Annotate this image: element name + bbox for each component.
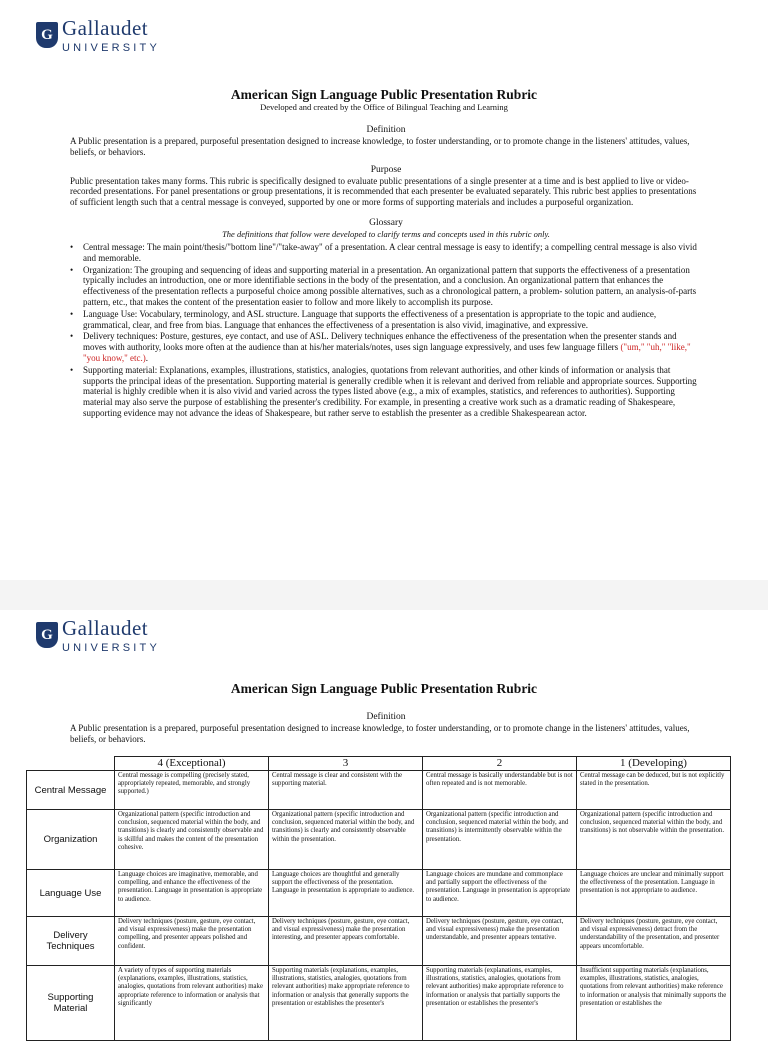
rubric-cell: Central message can be deduced, but is not explicitly stated in the presentation.: [577, 771, 731, 810]
gallaudet-logo: [36, 16, 160, 54]
definition-heading: Definition: [366, 125, 406, 135]
column-header-2: 2: [423, 757, 577, 771]
rubric-cell: Insufficient supporting materials (explanations, examples, illustrations, statistics, analogies, quotations from relevant authorities) make reference to information or analysis that minimally supports the presentation or establishes the: [577, 966, 731, 1041]
criterion-label: Organization: [27, 810, 115, 870]
rubric-cell: Central message is basically understandable but is not often repeated and is not memorable.: [423, 771, 577, 810]
bullet-icon: •: [70, 364, 74, 375]
gallaudet-shield-icon: G: [36, 22, 58, 48]
rubric-cell: Supporting materials (explanations, examples, illustrations, statistics, analogies, quotations from relevant authorities) make appropriate reference to information or analysis that partially supports the presentation or establishes the presenter's: [423, 966, 577, 1041]
definition-text: A Public presentation is a prepared, purposeful presentation designed to increase knowledge, to foster understanding, or to promote change in the listeners' attitudes, values, beliefs, or behaviors.: [70, 723, 690, 744]
criterion-label: Language Use: [27, 870, 115, 917]
glossary-heading: Glossary: [369, 217, 403, 228]
page2-content: [70, 711, 702, 745]
page-title: American Sign Language Public Presentation Rubric: [230, 681, 538, 696]
table-row: [27, 966, 731, 1041]
criterion-label: Central Message: [27, 771, 115, 810]
purpose-text: Public presentation takes many forms. This rubric is specifically designed to evaluate public presentations of a single presenter at a time and is best applied to live or video-recorded presentations. For panel presentations or group presentations, it is recommended that each presenter be evaluated separately. This rubric best applies to presentations of sufficient length such that a central message is conveyed, supported by one or more forms of supporting materials and includes a purposeful organization.: [70, 175, 697, 208]
bullet-icon: •: [70, 331, 74, 342]
purpose-heading: Purpose: [370, 164, 402, 175]
rubric-header-row: [27, 757, 731, 771]
glossary-item-delivery-techniques: • Delivery techniques: Posture, gestures, eye contact, and use of ASL. Delivery techniques enhance the effectiveness of the presentation when the presenter stands and moves with authority, looks more often at the audience than at his/her materials/notes, uses sign language expressively, and uses few language fillers ("um," "uh," "like," "you know," etc.).: [70, 331, 691, 363]
bullet-icon: •: [70, 264, 74, 275]
rubric-cell: Language choices are unclear and minimally support the effectiveness of the presentation. Language in presentation is not appropriate to audience.: [577, 870, 731, 917]
definition-heading: Definition: [366, 712, 406, 722]
rubric-cell: Language choices are imaginative, memorable, and compelling, and enhance the effectiveness of the presentation. Language in presentation is appropriate to audience.: [115, 870, 269, 917]
rubric-cell: Delivery techniques (posture, gesture, eye contact, and visual expressiveness) make the presentation interesting, and presenter appears comfortable.: [269, 917, 423, 966]
criterion-label: Delivery Techniques: [27, 917, 115, 966]
table-row: [27, 771, 731, 810]
rubric-cell: Central message is compelling (precisely stated, appropriately repeated, memorable, and strongly supported.): [115, 771, 269, 810]
rubric-cell: Organizational pattern (specific introduction and conclusion, sequenced material within the body, and transitions) is clearly and consistently observable and is skillful and makes the content of the presentation cohesive.: [115, 810, 269, 870]
rubric-cell: Organizational pattern (specific introduction and conclusion, sequenced material within the body, and transitions) is intermittently observable within the presentation.: [423, 810, 577, 870]
table-row: [27, 870, 731, 917]
rubric-cell: Central message is clear and consistent with the supporting material.: [269, 771, 423, 810]
criterion-label: Supporting Material: [27, 966, 115, 1041]
rubric-table: [26, 756, 731, 1041]
page-title: American Sign Language Public Presentation Rubric: [230, 87, 538, 102]
rubric-cell: Organizational pattern (specific introduction and conclusion, sequenced material within the body, and transitions) is not observable within the presentation.: [577, 810, 731, 870]
glossary-subheading: The definitions that follow were developed to clarify terms and concepts used in this rubric only.: [222, 228, 550, 239]
document-page-2: [0, 610, 768, 1024]
column-header-1: 1 (Developing): [577, 757, 731, 771]
logo-name: Gallaudet: [62, 616, 149, 640]
page-subtitle: Developed and created by the Office of Bilingual Teaching and Learning: [260, 102, 508, 112]
column-header-3: 3: [269, 757, 423, 771]
rubric-cell: Language choices are mundane and commonplace and partially support the effectiveness of the presentation. Language in presentation is appropriate to audience.: [423, 870, 577, 917]
logo-name: Gallaudet: [62, 16, 149, 40]
rubric-cell: Delivery techniques (posture, gesture, eye contact, and visual expressiveness) make the presentation understandable, and presenter appears tentative.: [423, 917, 577, 966]
rubric-cell: Supporting materials (explanations, examples, illustrations, statistics, analogies, quotations from relevant authorities) make appropriate reference to information or analysis that generally supports the presentation or establishes the presenter's: [269, 966, 423, 1041]
rubric-cell: Delivery techniques (posture, gesture, eye contact, and visual expressiveness) detract from the understandability of the presentation, and presenter appears uncomfortable.: [577, 917, 731, 966]
rubric-cell: Language choices are thoughtful and generally support the effectiveness of the presentation. Language in presentation is appropriate to audience.: [269, 870, 423, 917]
logo-subtitle: UNIVERSITY: [62, 642, 161, 654]
glossary-item-organization: • Organization: The grouping and sequencing of ideas and supporting material in a presentation. An organizational pattern that supports the effectiveness of a presentation typically includes an introduction, one or more identifiable sections in the body of the presentation, and a conclusion. An organizational pattern that enhances the effectiveness of the presentation reflects a purposeful choice among possible alternatives, such as a chronological pattern, a problem- solution pattern, an analysis-of-parts pattern, etc., that makes the content of the presentation easier to follow and more likely to accomplish its purpose.: [70, 264, 697, 307]
definition-text: A Public presentation is a prepared, purposeful presentation designed to increase knowledge, to foster understanding, or to promote change in the listeners' attitudes, values, beliefs, or behaviors.: [70, 136, 690, 157]
gallaudet-logo: [36, 616, 160, 654]
glossary-item-central-message: • Central message: The main point/thesis/"bottom line"/"take-away" of a presentation. A clear central message is easy to identify; a compelling central message is also vivid and memorable.: [70, 241, 697, 263]
rubric-corner-cell: [27, 757, 115, 771]
table-row: [27, 810, 731, 870]
table-row: [27, 917, 731, 966]
filler-examples: ("um," "uh," "like," "you know," etc.): [83, 342, 691, 363]
glossary-item-language-use: • Language Use: Vocabulary, terminology, and ASL structure. Language that supports the effectiveness of a presentation is appropriate to the topic and audience, grammatical, clear, and free from bias. Language that enhances the effectiveness of a presentation is also vivid, imaginative, and expressive.: [70, 308, 657, 330]
rubric-cell: Organizational pattern (specific introduction and conclusion, sequenced material within the body, and transitions) is clearly and consistently observable within the presentation.: [269, 810, 423, 870]
glossary-list: [70, 242, 702, 419]
page-gap: [0, 580, 768, 610]
logo-subtitle: UNIVERSITY: [62, 42, 161, 54]
glossary-item-supporting-material: • Supporting material: Explanations, examples, illustrations, statistics, analogies, quotations from relevant authorities, and other kinds of information or analysis that supports the principal ideas of the presentation. Supporting material is generally credible when it is relevant and derived from reliable and appropriate sources. Supporting material is highly credible when it is also vivid and varied across the types listed above (e.g., a mix of examples, statistics, and references to authorities). Supporting material may also serve the purpose of establishing the presenter's credibility. For example, in presenting a creative work such as a dramatic reading of Shakespeare, supporting evidence may not advance the ideas of Shakespeare, but rather serve to establish the presenter as a credible Shakespearean actor.: [70, 364, 697, 418]
gallaudet-shield-icon: G: [36, 622, 58, 648]
rubric-cell: A variety of types of supporting materials (explanations, examples, illustrations, statistics, analogies, quotations from relevant authorities) make appropriate reference to information or analysis that significantly: [115, 966, 269, 1041]
column-header-4: 4 (Exceptional): [115, 757, 269, 771]
bullet-icon: •: [70, 241, 74, 252]
rubric-cell: Delivery techniques (posture, gesture, eye contact, and visual expressiveness) make the presentation compelling, and presenter appears polished and confident.: [115, 917, 269, 966]
page1-content: [70, 124, 702, 420]
bullet-icon: •: [70, 308, 74, 319]
